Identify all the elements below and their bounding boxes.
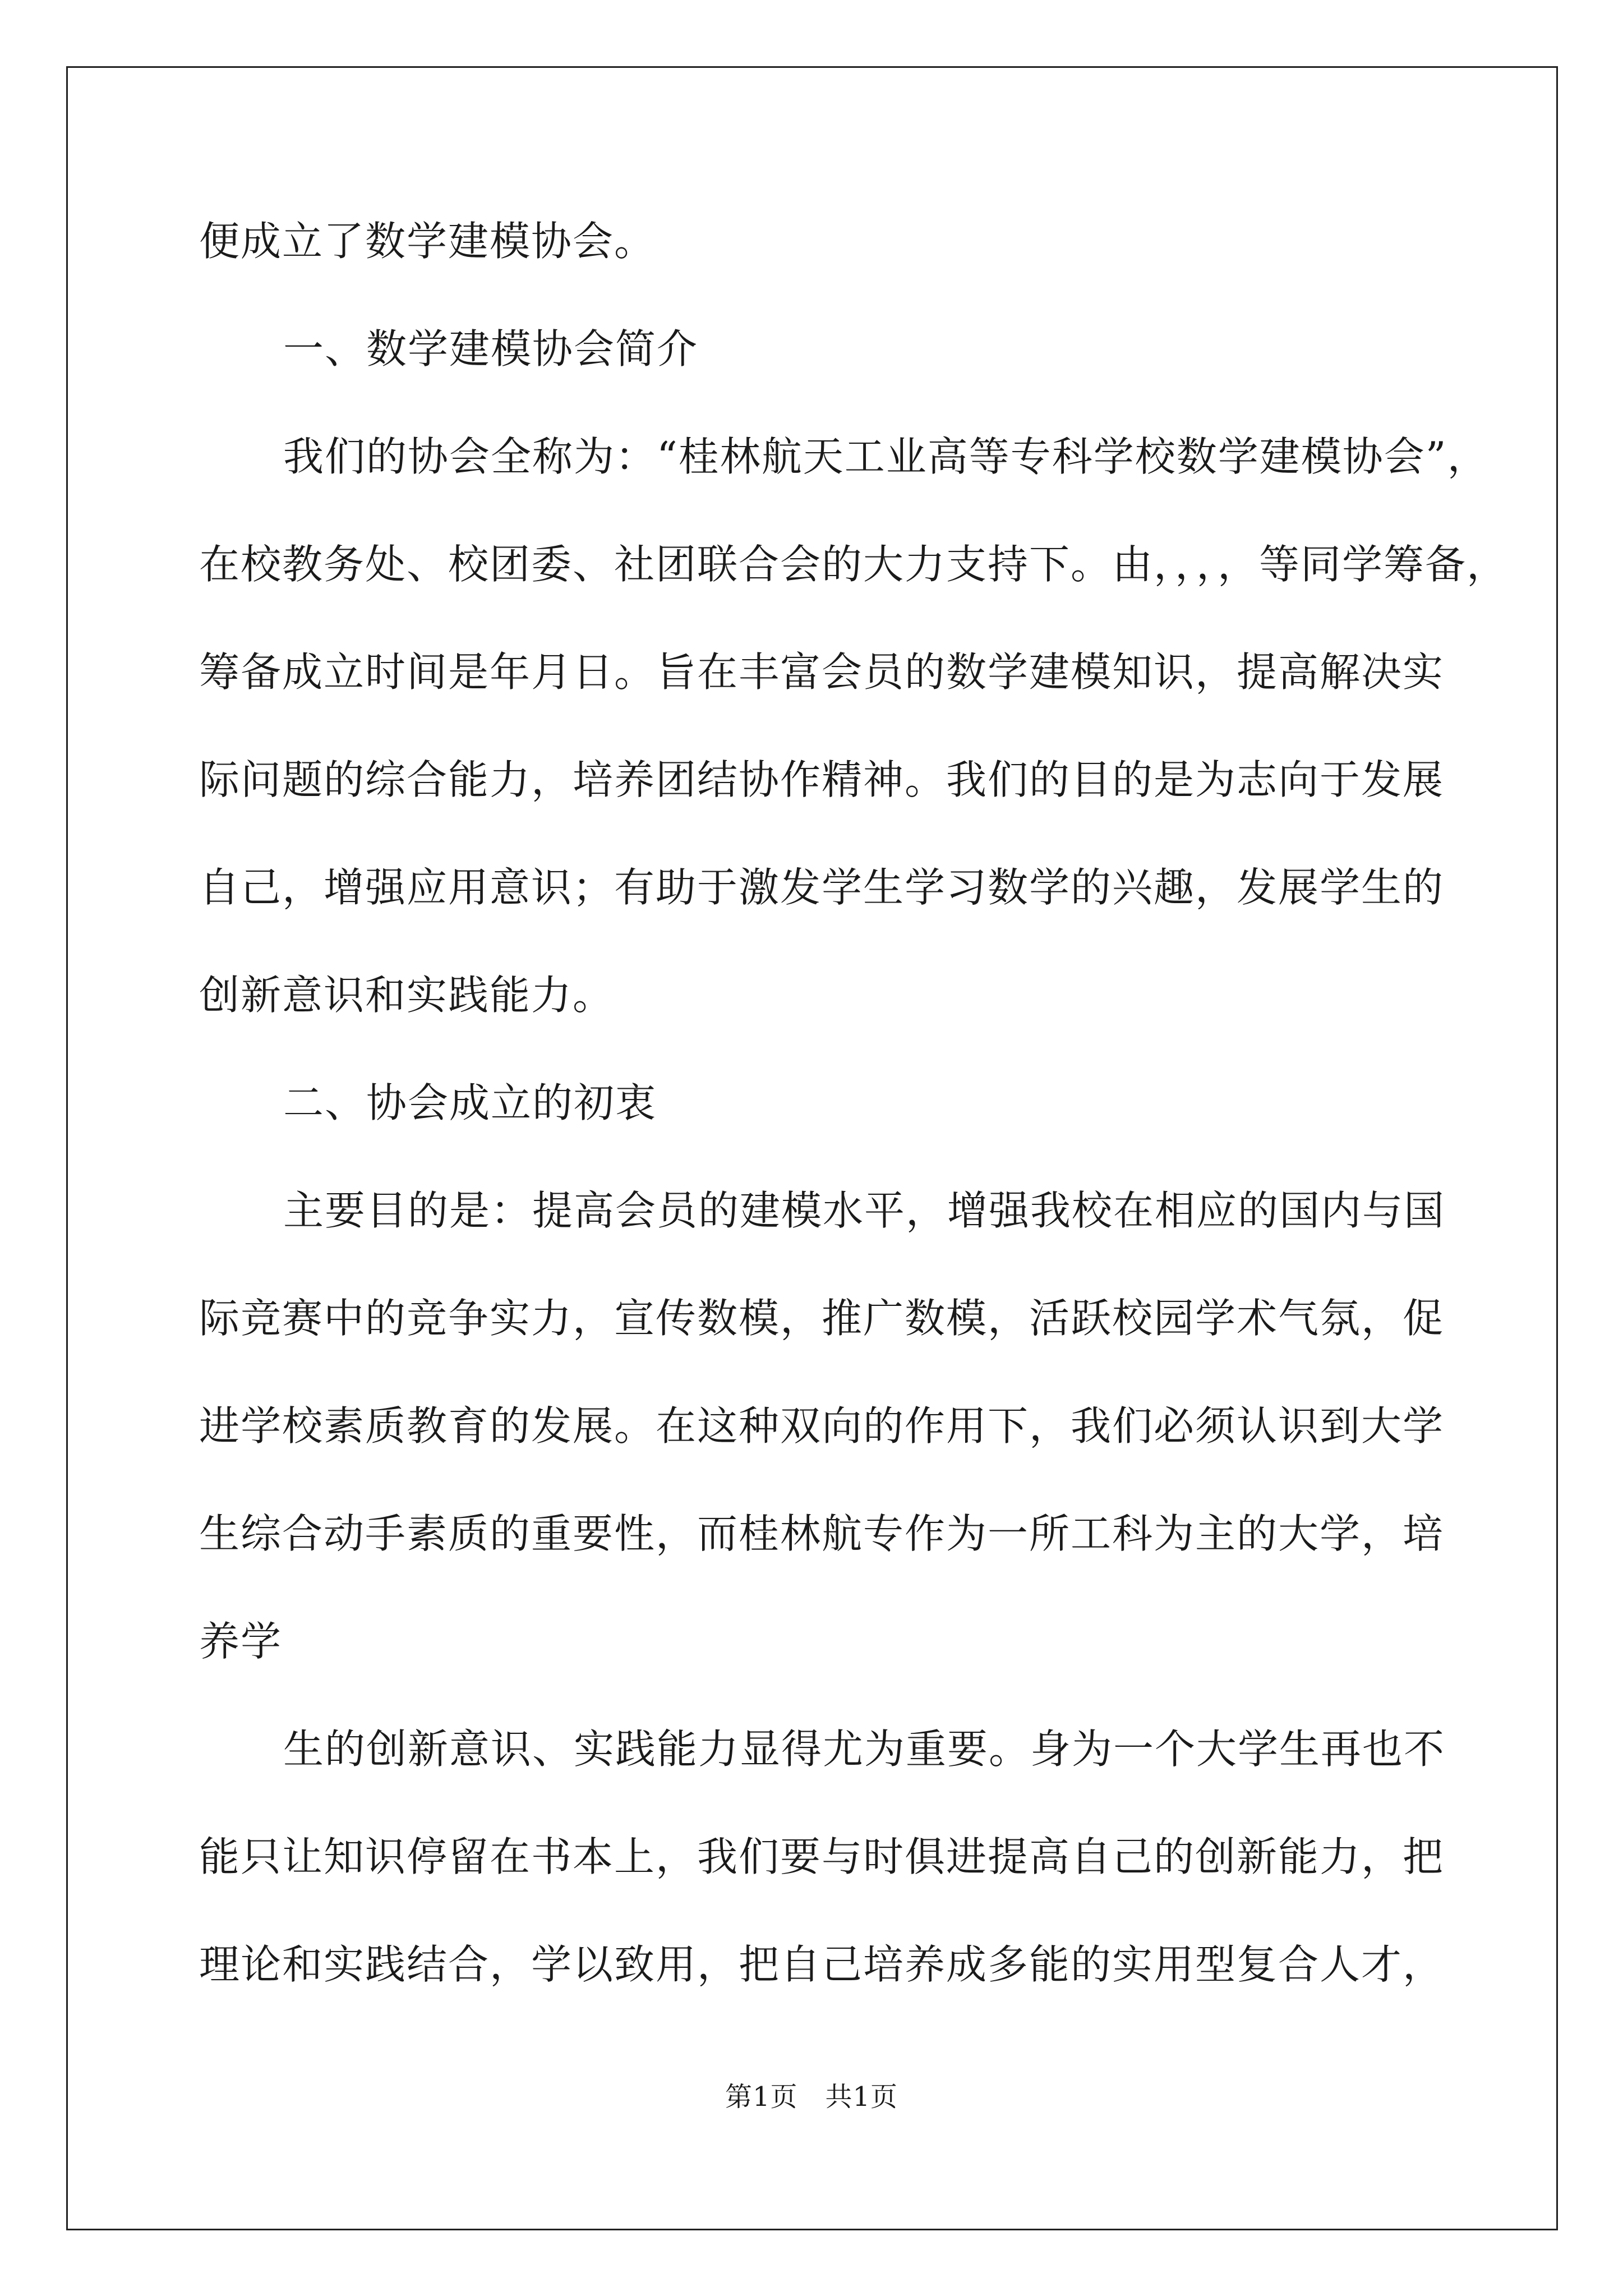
text-line: 生的创新意识、实践能力显得尤为重要。身为一个大学生再也不	[283, 1726, 1446, 1773]
text-line: 创新意识和实践能力。	[199, 972, 615, 1019]
text-line: 我们的协会全称为：“桂林航天工业高等专科学校数学建模协会”，	[283, 433, 1489, 480]
page-footer: 第1页 共1页	[725, 2081, 898, 2113]
text-line: 自己，增强应用意识；有助于激发学生学习数学的兴趣，发展学生的	[199, 864, 1445, 911]
text-line: 际竞赛中的竞争实力，宣传数模，推广数模，活跃校园学术气氛，促	[199, 1295, 1445, 1342]
text-line: 理论和实践结合，学以致用，把自己培养成多能的实用型复合人才，	[199, 1941, 1445, 1988]
text-line: 能只让知识停留在书本上，我们要与时俱进提高自己的创新能力，把	[199, 1833, 1445, 1880]
text-line: 便成立了数学建模协会。	[199, 218, 656, 265]
text-line: 进学校素质教育的发展。在这种双向的作用下，我们必须认识到大学	[199, 1402, 1445, 1450]
text-line: 在校教务处、校团委、社团联合会的大力支持下。由，，，，等同学筹备，	[199, 541, 1509, 588]
section-heading: 一、数学建模协会简介	[283, 325, 699, 372]
text-line: 际问题的综合能力，培养团结协作精神。我们的目的是为志向于发展	[199, 756, 1445, 803]
text-line: 筹备成立时间是年月日。旨在丰富会员的数学建模知识，提高解决实	[199, 648, 1445, 696]
page-border	[66, 66, 1558, 2230]
text-line: 养学	[199, 1618, 283, 1665]
text-line: 主要目的是：提高会员的建模水平，增强我校在相应的国内与国	[283, 1187, 1446, 1234]
text-line: 生综合动手素质的重要性，而桂林航专作为一所工科为主的大学，培	[199, 1510, 1445, 1557]
section-heading: 二、协会成立的初衷	[283, 1079, 657, 1126]
